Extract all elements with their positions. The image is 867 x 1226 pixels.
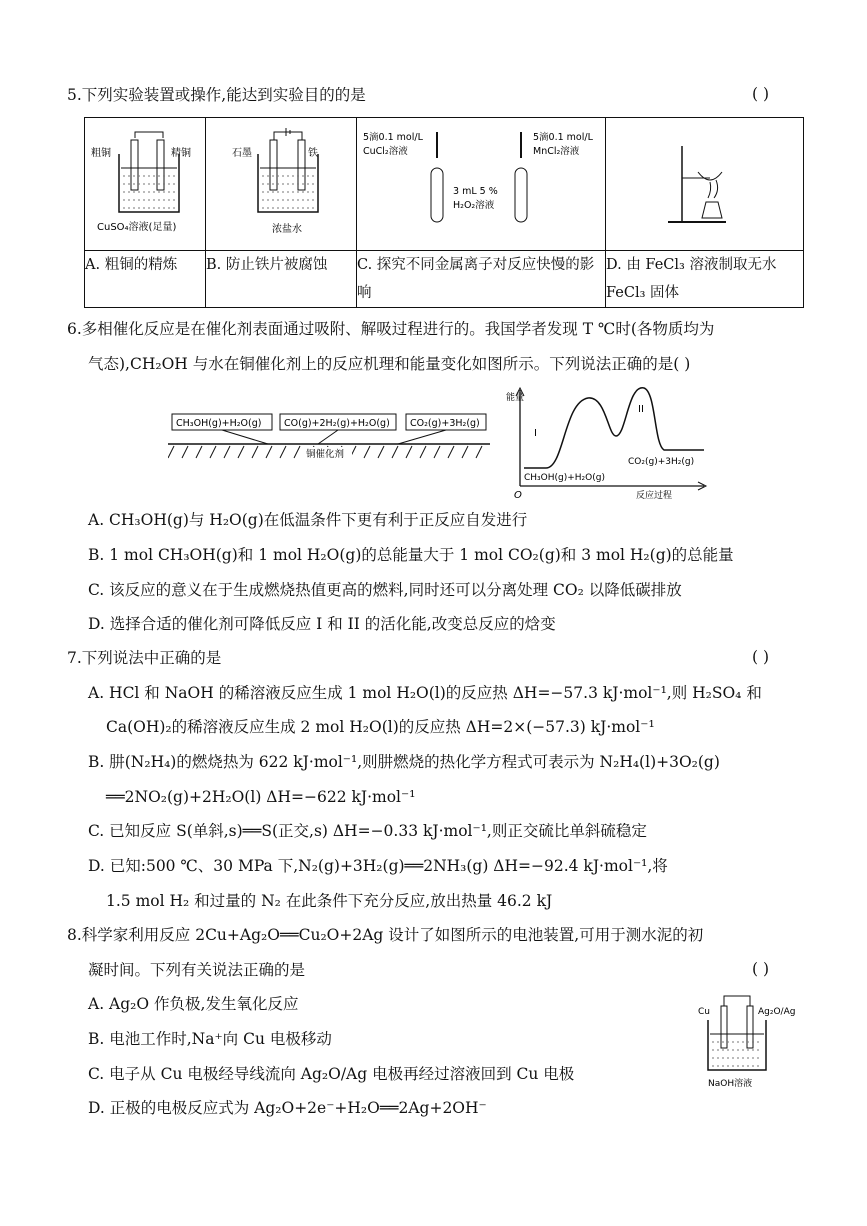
q5-fig-a <box>85 118 206 251</box>
q5-figure-table <box>84 117 804 308</box>
q7-option-b-2: ══2NO₂(g)+2H₂O(l) ΔH=−622 kJ·mol⁻¹ <box>106 788 416 806</box>
fig-c-right-top: 5滴0.1 mol/L <box>533 132 593 143</box>
q7-option-a-1: A. HCl 和 NaOH 的稀溶液反应生成 1 mol H₂O(l)的反应热 ΔH=−57.3 kJ·mol⁻¹,则 H₂SO₄ 和 <box>88 684 762 702</box>
energy-start: CH₃OH(g)+H₂O(g) <box>524 473 605 483</box>
q5-option-a: A. 粗铜的精炼 <box>85 251 206 308</box>
energy-origin: O <box>514 490 522 501</box>
fig-b-right-label: 铁 <box>308 148 318 159</box>
q5-option-b: B. 防止铁片被腐蚀 <box>206 251 357 308</box>
fig-c-left-top: 5滴0.1 mol/L <box>363 132 423 143</box>
q8-stem-1: 8.科学家利用反应 2Cu+Ag₂O══Cu₂O+2Ag 设计了如图所示的电池装置,可用于测水泥的初 <box>67 926 704 944</box>
cell-left-label: Cu <box>698 1007 710 1017</box>
q7-option-d-2: 1.5 mol H₂ 和过量的 N₂ 在此条件下充分反应,放出热量 46.2 kJ <box>106 892 553 910</box>
q5-stem: 5.下列实验装置或操作,能达到实验目的的是 <box>67 86 366 104</box>
mech-box-1: CH₃OH(g)+H₂O(g) <box>176 418 262 429</box>
fig-a-bottom-label: CuSO₄溶液(足量) <box>97 222 177 233</box>
q5-option-d: D. 由 FeCl₃ 溶液制取无水 FeCl₃ 固体 <box>606 251 804 308</box>
q6-option-c: C. 该反应的意义在于生成燃烧热值更高的燃料,同时还可以分离处理 CO₂ 以降低碳排放 <box>88 581 682 599</box>
q6-energy-diagram <box>504 384 710 502</box>
q5-fig-d <box>606 118 804 251</box>
q7-option-a-2: Ca(OH)₂的稀溶液反应生成 2 mol H₂O(l)的反应热 ΔH=2×(−57.3) kJ·mol⁻¹ <box>106 718 655 736</box>
fig-c-left-bot: CuCl₂溶液 <box>363 146 408 157</box>
q7-answer-paren: ( ) <box>752 648 770 666</box>
q6-option-d: D. 选择合适的催化剂可降低反应 I 和 II 的活化能,改变总反应的焓变 <box>88 615 556 633</box>
fig-c-mid2: H₂O₂溶液 <box>453 200 495 211</box>
q8-option-b: B. 电池工作时,Na⁺向 Cu 电极移动 <box>88 1030 332 1048</box>
mech-box-3: CO₂(g)+3H₂(g) <box>410 418 480 429</box>
q8-option-a: A. Ag₂O 作负极,发生氧化反应 <box>88 995 299 1013</box>
fig-c-right-bot: MnCl₂溶液 <box>533 146 580 157</box>
q7-option-b-1: B. 肼(N₂H₄)的燃烧热为 622 kJ·mol⁻¹,则肼燃烧的热化学方程式可表示为 N₂H₄(l)+3O₂(g) <box>88 753 720 771</box>
fig-a-right-label: 精铜 <box>171 148 191 159</box>
fig-c-mid1: 3 mL 5 % <box>453 186 498 197</box>
q8-cell-diagram <box>696 990 806 1090</box>
q6-mechanism-diagram <box>168 396 498 466</box>
energy-peak-2: II <box>638 404 644 415</box>
q5-option-c: C. 探究不同金属离子对反应快慢的影响 <box>357 251 606 308</box>
cell-bottom-label: NaOH溶液 <box>708 1079 753 1089</box>
energy-peak-1: I <box>534 428 537 439</box>
mech-catalyst: 铜催化剂 <box>306 449 345 460</box>
energy-xlabel: 反应过程 <box>636 491 673 501</box>
q5-fig-c <box>357 118 606 251</box>
q7-option-c: C. 已知反应 S(单斜,s)══S(正交,s) ΔH=−0.33 kJ·mol⁻¹,则正交硫比单斜硫稳定 <box>88 822 647 840</box>
q6-stem-2: 气态),CH₂OH 与水在铜催化剂上的反应机理和能量变化如图所示。下列说法正确的是( ) <box>88 355 691 373</box>
q5-fig-b <box>206 118 357 251</box>
q5-answer-paren: ( ) <box>752 85 770 103</box>
energy-end: CO₂(g)+3H₂(g) <box>628 457 695 467</box>
fig-b-left-label: 石墨 <box>232 148 252 159</box>
q6-option-a: A. CH₃OH(g)与 H₂O(g)在低温条件下更有利于正反应自发进行 <box>88 511 528 529</box>
q7-option-d-1: D. 已知:500 ℃、30 MPa 下,N₂(g)+3H₂(g)══2NH₃(g) ΔH=−92.4 kJ·mol⁻¹,将 <box>88 857 668 875</box>
cell-right-label: Ag₂O/Ag <box>758 1007 796 1017</box>
energy-ylabel: 能量 <box>506 393 525 403</box>
q8-option-c: C. 电子从 Cu 电极经导线流向 Ag₂O/Ag 电极再经过溶液回到 Cu 电极 <box>88 1065 575 1083</box>
mech-box-2: CO(g)+2H₂(g)+H₂O(g) <box>284 418 390 429</box>
q7-stem: 7.下列说法中正确的是 <box>67 649 222 667</box>
fig-a-left-label: 粗铜 <box>91 148 111 159</box>
q8-stem-2: 凝时间。下列有关说法正确的是 <box>88 961 306 979</box>
q6-option-b: B. 1 mol CH₃OH(g)和 1 mol H₂O(g)的总能量大于 1 mol CO₂(g)和 3 mol H₂(g)的总能量 <box>88 546 734 564</box>
q8-answer-paren: ( ) <box>752 960 770 978</box>
q8-option-d: D. 正极的电极反应式为 Ag₂O+2e⁻+H₂O══2Ag+2OH⁻ <box>88 1099 487 1117</box>
fig-b-bottom-label: 浓盐水 <box>272 224 302 235</box>
q6-stem-1: 6.多相催化反应是在催化剂表面通过吸附、解吸过程进行的。我国学者发现 T ℃时(各物质均为 <box>67 320 715 338</box>
